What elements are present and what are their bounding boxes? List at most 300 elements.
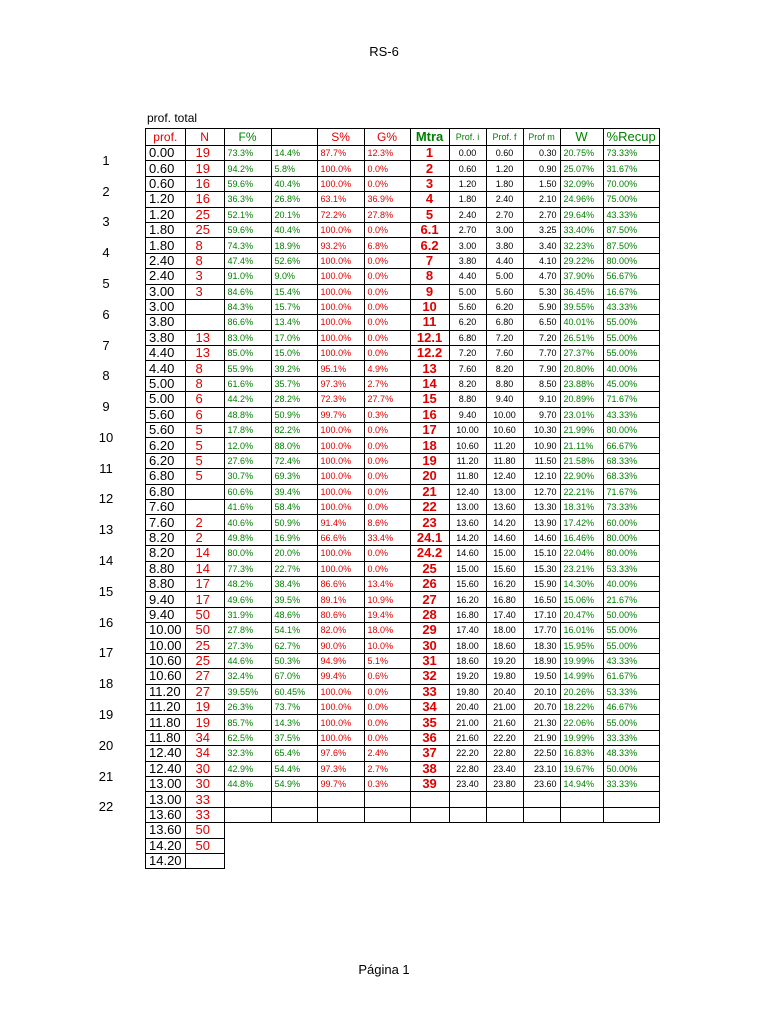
cell-recup: 71.67%: [603, 484, 659, 499]
cell-s-pct: 100.0%: [317, 546, 364, 561]
cell-c4-pct: 26.8%: [271, 192, 317, 207]
cell-recup: 80.00%: [603, 423, 659, 438]
cell-c4-pct: 54.9%: [271, 777, 317, 792]
cell-prof-i: 21.00: [449, 715, 486, 730]
cell-prof-m: 8.50: [523, 376, 560, 391]
header-prof: prof.: [146, 129, 186, 146]
cell-prof-m: 2.10: [523, 192, 560, 207]
cell-s-pct: 80.6%: [317, 607, 364, 622]
empty-cell: [486, 823, 523, 838]
header-n: N: [185, 129, 224, 146]
table-row: [146, 423, 660, 438]
sample-number: 4: [102, 245, 110, 261]
cell-f-pct: 80.0%: [224, 546, 271, 561]
table-row: [146, 469, 660, 484]
cell-prof-i: 5.00: [449, 284, 486, 299]
cell-f-pct: 49.6%: [224, 592, 271, 607]
cell-prof-f: 0.60: [486, 146, 523, 161]
cell-s-pct: 100.0%: [317, 438, 364, 453]
cell-prof-i: 19.80: [449, 684, 486, 699]
cell-prof: 13.00: [146, 777, 186, 792]
empty-cell: [523, 823, 560, 838]
table-row: [146, 530, 660, 545]
cell-g-pct: 4.9%: [364, 361, 410, 376]
cell-prof-f: 16.20: [486, 576, 523, 591]
cell-prof-m: [523, 807, 560, 822]
cell-n: 34: [185, 730, 224, 745]
sample-number: 21: [98, 768, 114, 784]
cell-g-pct: 0.0%: [364, 715, 410, 730]
cell-recup: 48.33%: [603, 746, 659, 761]
cell-prof-m: 13.90: [523, 515, 560, 530]
cell-prof-f: 3.80: [486, 238, 523, 253]
cell-s-pct: 100.0%: [317, 161, 364, 176]
cell-prof: 13.60: [146, 807, 186, 822]
cell-g-pct: [364, 807, 410, 822]
cell-w: 29.64%: [560, 207, 603, 222]
table-row: [146, 376, 660, 391]
header-row: [146, 129, 660, 146]
cell-recup: 68.33%: [603, 453, 659, 468]
cell-s-pct: 100.0%: [317, 346, 364, 361]
cell-prof-f: 18.60: [486, 638, 523, 653]
cell-n: [185, 299, 224, 314]
cell-c4-pct: 67.0%: [271, 669, 317, 684]
table-row: [146, 346, 660, 361]
cell-g-pct: 6.8%: [364, 238, 410, 253]
cell-prof-f: 12.40: [486, 469, 523, 484]
cell-mtra: 38: [410, 761, 449, 776]
empty-cell: [449, 823, 486, 838]
cell-s-pct: 100.0%: [317, 469, 364, 484]
cell-prof-m: 20.70: [523, 700, 560, 715]
sample-number: 6: [102, 306, 110, 322]
cell-recup: 70.00%: [603, 176, 659, 191]
cell-prof-i: 10.60: [449, 438, 486, 453]
cell-prof-i: [449, 792, 486, 807]
cell-prof-f: 15.60: [486, 561, 523, 576]
cell-n: 17: [185, 592, 224, 607]
cell-prof: 4.40: [146, 346, 186, 361]
cell-f-pct: 27.6%: [224, 453, 271, 468]
cell-s-pct: 90.0%: [317, 638, 364, 653]
cell-g-pct: 0.3%: [364, 407, 410, 422]
cell-f-pct: 62.5%: [224, 730, 271, 745]
cell-prof-f: 18.00: [486, 623, 523, 638]
cell-w: 15.95%: [560, 638, 603, 653]
cell-prof-i: 22.20: [449, 746, 486, 761]
cell-w: 36.45%: [560, 284, 603, 299]
cell-n: 25: [185, 222, 224, 237]
cell-prof: 7.60: [146, 499, 186, 514]
cell-prof-f: 14.20: [486, 515, 523, 530]
cell-w: 21.11%: [560, 438, 603, 453]
cell-prof-i: 1.20: [449, 176, 486, 191]
table-row: [146, 746, 660, 761]
cell-c4-pct: 72.4%: [271, 453, 317, 468]
cell-mtra: 26: [410, 576, 449, 591]
cell-recup: 40.00%: [603, 361, 659, 376]
cell-prof-i: 2.70: [449, 222, 486, 237]
cell-c4-pct: 9.0%: [271, 269, 317, 284]
empty-cell: [560, 853, 603, 868]
cell-f-pct: 26.3%: [224, 700, 271, 715]
cell-mtra: 21: [410, 484, 449, 499]
empty-cell: [224, 823, 271, 838]
cell-c4-pct: 82.2%: [271, 423, 317, 438]
cell-recup: 80.00%: [603, 530, 659, 545]
cell-prof-m: 6.50: [523, 315, 560, 330]
cell-c4-pct: 5.8%: [271, 161, 317, 176]
cell-prof-m: 15.10: [523, 546, 560, 561]
cell-c4-pct: 58.4%: [271, 499, 317, 514]
cell-mtra: 30: [410, 638, 449, 653]
cell-prof-m: 18.90: [523, 653, 560, 668]
cell-prof-f: 6.20: [486, 299, 523, 314]
cell-recup: 87.50%: [603, 238, 659, 253]
cell-c4-pct: 48.6%: [271, 607, 317, 622]
cell-recup: 31.67%: [603, 161, 659, 176]
table-row: [146, 284, 660, 299]
cell-n: 8: [185, 253, 224, 268]
cell-prof-m: [523, 792, 560, 807]
cell-prof-i: [449, 807, 486, 822]
sample-number: 10: [98, 429, 114, 445]
cell-c4-pct: 69.3%: [271, 469, 317, 484]
cell-prof: 3.80: [146, 330, 186, 345]
cell-prof-f: 10.00: [486, 407, 523, 422]
cell-prof-f: 8.80: [486, 376, 523, 391]
table-row: [146, 238, 660, 253]
cell-mtra: 37: [410, 746, 449, 761]
cell-g-pct: 5.1%: [364, 653, 410, 668]
cell-prof: 8.20: [146, 546, 186, 561]
cell-mtra: 16: [410, 407, 449, 422]
cell-c4-pct: 88.0%: [271, 438, 317, 453]
cell-recup: 50.00%: [603, 607, 659, 622]
cell-n: [185, 484, 224, 499]
cell-g-pct: 19.4%: [364, 607, 410, 622]
cell-g-pct: 0.0%: [364, 222, 410, 237]
cell-n: 50: [185, 823, 224, 838]
cell-prof: 8.20: [146, 530, 186, 545]
cell-prof-f: 9.40: [486, 392, 523, 407]
cell-c4-pct: 20.1%: [271, 207, 317, 222]
cell-f-pct: [224, 792, 271, 807]
cell-prof-i: 19.20: [449, 669, 486, 684]
cell-prof: 10.00: [146, 638, 186, 653]
header-mtra: Mtra: [410, 129, 449, 146]
cell-recup: 55.00%: [603, 330, 659, 345]
cell-n: 25: [185, 638, 224, 653]
cell-g-pct: 0.3%: [364, 777, 410, 792]
cell-f-pct: 32.4%: [224, 669, 271, 684]
cell-recup: 73.33%: [603, 146, 659, 161]
cell-prof-m: 3.40: [523, 238, 560, 253]
cell-s-pct: 99.7%: [317, 407, 364, 422]
cell-prof-i: 3.00: [449, 238, 486, 253]
cell-s-pct: 100.0%: [317, 684, 364, 699]
cell-mtra: [410, 792, 449, 807]
cell-mtra: 8: [410, 269, 449, 284]
cell-g-pct: 2.7%: [364, 376, 410, 391]
cell-n: 50: [185, 623, 224, 638]
cell-prof-m: 22.50: [523, 746, 560, 761]
cell-s-pct: 95.1%: [317, 361, 364, 376]
cell-w: 18.22%: [560, 700, 603, 715]
cell-w: 22.21%: [560, 484, 603, 499]
cell-prof-i: 11.20: [449, 453, 486, 468]
cell-c4-pct: 38.4%: [271, 576, 317, 591]
table-row: [146, 730, 660, 745]
cell-prof: 10.60: [146, 653, 186, 668]
cell-g-pct: [364, 792, 410, 807]
cell-g-pct: 0.0%: [364, 161, 410, 176]
cell-prof-f: 16.80: [486, 592, 523, 607]
cell-s-pct: 99.7%: [317, 777, 364, 792]
cell-w: 23.21%: [560, 561, 603, 576]
cell-f-pct: 12.0%: [224, 438, 271, 453]
cell-recup: 16.67%: [603, 284, 659, 299]
cell-f-pct: 48.8%: [224, 407, 271, 422]
cell-n: 14: [185, 546, 224, 561]
cell-prof-f: 7.20: [486, 330, 523, 345]
cell-prof: 8.80: [146, 561, 186, 576]
cell-g-pct: 0.0%: [364, 499, 410, 514]
cell-w: 16.83%: [560, 746, 603, 761]
cell-f-pct: 44.6%: [224, 653, 271, 668]
cell-prof: 6.80: [146, 469, 186, 484]
page-title: RS-6: [369, 44, 399, 59]
cell-g-pct: 0.0%: [364, 484, 410, 499]
empty-cell: [364, 838, 410, 853]
cell-s-pct: 93.2%: [317, 238, 364, 253]
cell-n: 50: [185, 607, 224, 622]
cell-prof-i: 15.00: [449, 561, 486, 576]
cell-prof-i: 15.60: [449, 576, 486, 591]
cell-prof: 2.40: [146, 269, 186, 284]
sample-number: 14: [98, 553, 114, 569]
cell-prof: 6.80: [146, 484, 186, 499]
cell-n: 6: [185, 392, 224, 407]
cell-recup: 55.00%: [603, 638, 659, 653]
cell-prof: 3.00: [146, 284, 186, 299]
cell-prof-m: 7.90: [523, 361, 560, 376]
cell-s-pct: [317, 792, 364, 807]
header-prof-m: Prof m: [523, 129, 560, 146]
sample-number: 3: [102, 214, 110, 230]
cell-c4-pct: 39.4%: [271, 484, 317, 499]
table-row: [146, 561, 660, 576]
cell-f-pct: 40.6%: [224, 515, 271, 530]
cell-prof-i: 6.20: [449, 315, 486, 330]
cell-c4-pct: 15.0%: [271, 346, 317, 361]
cell-n: 33: [185, 792, 224, 807]
table-row: [146, 438, 660, 453]
cell-c4-pct: [271, 792, 317, 807]
cell-prof-m: 20.10: [523, 684, 560, 699]
cell-recup: 55.00%: [603, 315, 659, 330]
empty-cell: [224, 838, 271, 853]
cell-prof: 3.80: [146, 315, 186, 330]
cell-g-pct: 0.0%: [364, 253, 410, 268]
cell-s-pct: 100.0%: [317, 700, 364, 715]
cell-g-pct: 0.0%: [364, 284, 410, 299]
cell-prof: 5.00: [146, 376, 186, 391]
cell-prof-f: 17.40: [486, 607, 523, 622]
cell-s-pct: 100.0%: [317, 299, 364, 314]
cell-w: 26.51%: [560, 330, 603, 345]
cell-c4-pct: 62.7%: [271, 638, 317, 653]
prof-total-label: prof. total: [147, 111, 198, 125]
cell-w: 39.55%: [560, 299, 603, 314]
cell-mtra: 9: [410, 284, 449, 299]
cell-c4-pct: 22.7%: [271, 561, 317, 576]
cell-s-pct: 94.9%: [317, 653, 364, 668]
cell-prof-i: 20.40: [449, 700, 486, 715]
cell-c4-pct: 50.9%: [271, 515, 317, 530]
table-row: [146, 330, 660, 345]
cell-g-pct: 0.0%: [364, 315, 410, 330]
cell-prof-m: 23.60: [523, 777, 560, 792]
cell-mtra: 36: [410, 730, 449, 745]
cell-mtra: 13: [410, 361, 449, 376]
header-prof-f: Prof. f: [486, 129, 523, 146]
cell-g-pct: 0.0%: [364, 730, 410, 745]
cell-recup: [603, 807, 659, 822]
cell-recup: 87.50%: [603, 222, 659, 237]
table-row: [146, 453, 660, 468]
empty-cell: [560, 823, 603, 838]
cell-mtra: 34: [410, 700, 449, 715]
cell-s-pct: 100.0%: [317, 484, 364, 499]
cell-prof: 9.40: [146, 607, 186, 622]
cell-prof-i: 12.40: [449, 484, 486, 499]
cell-prof-i: 13.60: [449, 515, 486, 530]
cell-g-pct: 27.7%: [364, 392, 410, 407]
cell-prof-f: 14.60: [486, 530, 523, 545]
cell-n: 2: [185, 530, 224, 545]
cell-recup: 68.33%: [603, 469, 659, 484]
cell-prof: 10.00: [146, 623, 186, 638]
cell-g-pct: 0.0%: [364, 469, 410, 484]
cell-prof-m: 12.10: [523, 469, 560, 484]
page-footer: Página 1: [358, 962, 410, 977]
cell-prof-f: 1.20: [486, 161, 523, 176]
cell-w: 23.88%: [560, 376, 603, 391]
cell-w: 19.99%: [560, 730, 603, 745]
table-row: [146, 592, 660, 607]
table-row: [146, 623, 660, 638]
cell-prof-i: 11.80: [449, 469, 486, 484]
cell-prof-f: 5.00: [486, 269, 523, 284]
empty-cell: [271, 823, 317, 838]
cell-w: 18.31%: [560, 499, 603, 514]
cell-prof-f: 7.60: [486, 346, 523, 361]
cell-s-pct: 100.0%: [317, 315, 364, 330]
cell-c4-pct: 52.6%: [271, 253, 317, 268]
cell-s-pct: 72.3%: [317, 392, 364, 407]
cell-g-pct: 0.0%: [364, 438, 410, 453]
table-row: [146, 499, 660, 514]
cell-prof-i: 16.80: [449, 607, 486, 622]
cell-mtra: 14: [410, 376, 449, 391]
cell-prof-f: 21.60: [486, 715, 523, 730]
cell-prof-m: 19.50: [523, 669, 560, 684]
cell-c4-pct: 54.1%: [271, 623, 317, 638]
cell-prof-i: 16.20: [449, 592, 486, 607]
cell-f-pct: 42.9%: [224, 761, 271, 776]
cell-n: 3: [185, 284, 224, 299]
cell-g-pct: 2.4%: [364, 746, 410, 761]
table-row: [146, 161, 660, 176]
cell-g-pct: 0.0%: [364, 561, 410, 576]
cell-mtra: 6.2: [410, 238, 449, 253]
cell-recup: 66.67%: [603, 438, 659, 453]
empty-cell: [271, 838, 317, 853]
cell-prof: 13.00: [146, 792, 186, 807]
cell-prof-f: 23.40: [486, 761, 523, 776]
cell-f-pct: 55.9%: [224, 361, 271, 376]
cell-f-pct: 61.6%: [224, 376, 271, 391]
cell-s-pct: 100.0%: [317, 222, 364, 237]
cell-g-pct: 10.0%: [364, 638, 410, 653]
sample-number: 2: [102, 183, 110, 199]
cell-prof-m: 1.50: [523, 176, 560, 191]
cell-c4-pct: 15.4%: [271, 284, 317, 299]
cell-mtra: 20: [410, 469, 449, 484]
cell-prof-i: 8.20: [449, 376, 486, 391]
table-row: [146, 146, 660, 161]
table-row: [146, 669, 660, 684]
cell-prof: 13.60: [146, 823, 186, 838]
table-row: [146, 207, 660, 222]
cell-s-pct: 100.0%: [317, 423, 364, 438]
cell-mtra: 33: [410, 684, 449, 699]
cell-n: 5: [185, 469, 224, 484]
cell-w: 32.23%: [560, 238, 603, 253]
cell-prof-m: 21.30: [523, 715, 560, 730]
cell-recup: 43.33%: [603, 299, 659, 314]
cell-n: 5: [185, 453, 224, 468]
cell-prof-i: 7.60: [449, 361, 486, 376]
empty-cell: [364, 823, 410, 838]
sample-number: 19: [98, 706, 114, 722]
cell-prof-m: 10.30: [523, 423, 560, 438]
cell-prof-m: 14.60: [523, 530, 560, 545]
cell-prof-f: 13.60: [486, 499, 523, 514]
empty-cell: [317, 823, 364, 838]
cell-prof-i: 23.40: [449, 777, 486, 792]
cell-f-pct: 27.8%: [224, 623, 271, 638]
cell-g-pct: 10.9%: [364, 592, 410, 607]
cell-prof: 12.40: [146, 761, 186, 776]
cell-w: 21.58%: [560, 453, 603, 468]
cell-w: 24.96%: [560, 192, 603, 207]
cell-recup: 60.00%: [603, 515, 659, 530]
cell-mtra: 32: [410, 669, 449, 684]
cell-n: [185, 499, 224, 514]
sample-number: 15: [98, 583, 114, 599]
cell-prof: 0.60: [146, 176, 186, 191]
cell-c4-pct: 73.7%: [271, 700, 317, 715]
cell-prof-f: 10.60: [486, 423, 523, 438]
cell-f-pct: 44.8%: [224, 777, 271, 792]
cell-w: 29.22%: [560, 253, 603, 268]
cell-s-pct: 100.0%: [317, 499, 364, 514]
cell-prof-f: 15.00: [486, 546, 523, 561]
table-row: [146, 253, 660, 268]
